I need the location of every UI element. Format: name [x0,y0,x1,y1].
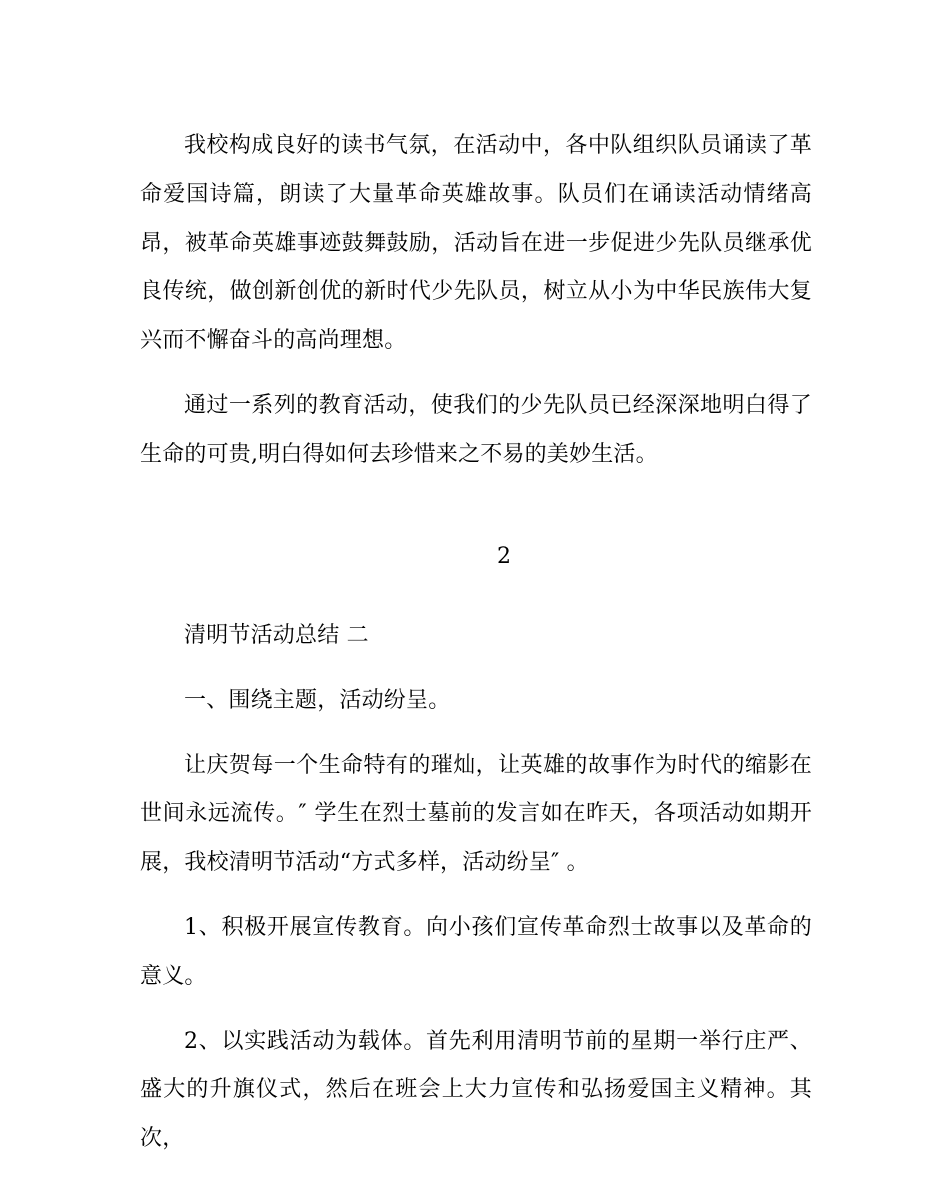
page-number: 2 [497,544,511,569]
paragraph-education-results: 通过一系列的教育活动，使我们的少先队员已经深深地明白得了生命的可贵,明白得如何去珍惜来之不易的美妙生活。 [140,392,812,467]
paragraph-celebrate-life: 让庆贺每一个生命特有的璀灿，让英雄的故事作为时代的缩影在世间永远流传。″ 学生在烈士墓前的发言如在昨天，各项活动如期开展，我校清明节活动“方式多样，活动纷呈″ 。 [140,752,812,876]
paragraph-reading-atmosphere: 我校构成良好的读书气氛，在活动中，各中队组织队员诵读了革命爱国诗篇，朗读了大量革命英雄故事。队员们在诵读活动情绪高昂，被革命英雄事迹鼓舞鼓励，活动旨在进一步促进少先队员继承优良传统，做创新创优的新时代少先队员，树立从小为中华民族伟大复兴而不懈奋斗的高尚理想。 [140,133,812,354]
paragraph-item-2: 2、以实践活动为载体。首先利用清明节前的星期一举行庄严、盛大的升旗仪式，然后在班会上大力宣传和弘扬爱国主义精神。其次， [140,1028,812,1152]
section-title: 清明节活动总结 二 [184,623,369,648]
bottom-section [140,612,812,1164]
section-heading: 一、围绕主题，活动纷呈。 [184,687,451,713]
paragraph-item-1: 1、积极开展宣传教育。向小孩们宣传革命烈士故事以及革命的意义。 [140,914,812,989]
top-section [140,122,812,480]
